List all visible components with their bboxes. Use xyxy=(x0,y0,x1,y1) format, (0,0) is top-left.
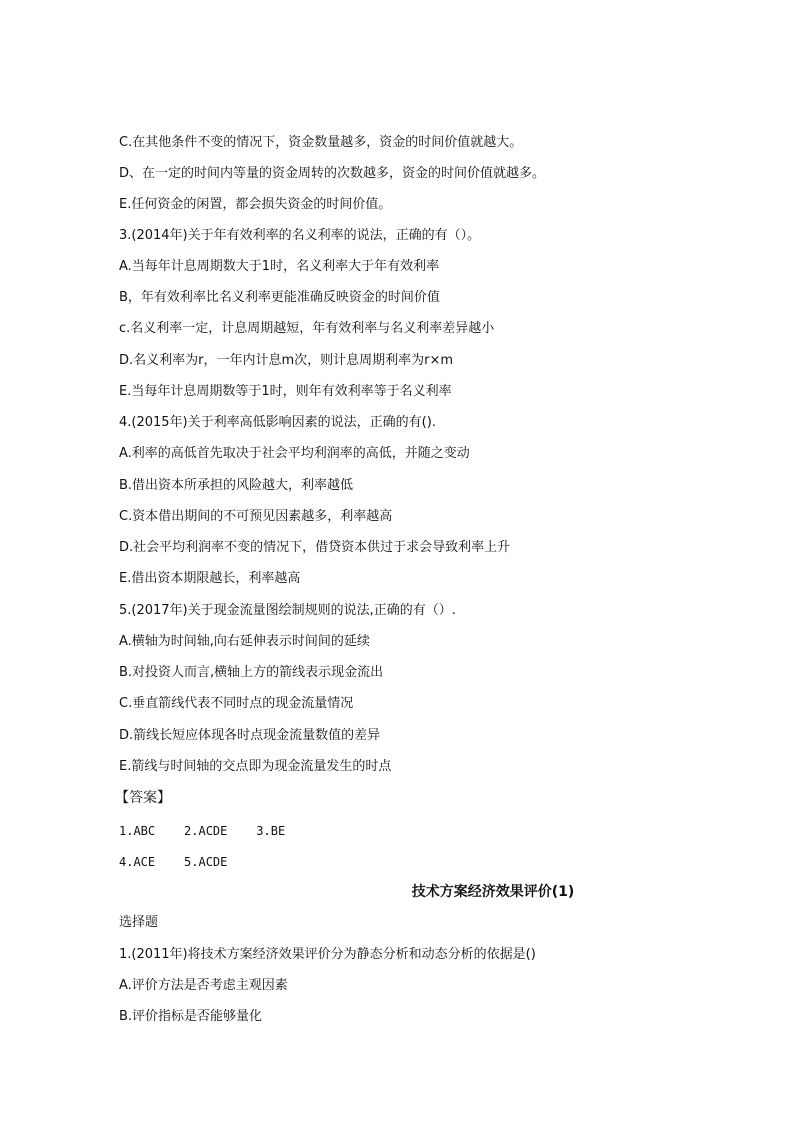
text-line: B.评价指标是否能够量化 xyxy=(119,1009,263,1024)
answer-line: 1.ABC 2.ACDE 3.BE xyxy=(119,824,286,838)
text-line: B.借出资本所承担的风险越大，利率越低 xyxy=(119,478,354,493)
question-line: 5.(2017年)关于现金流量图绘制规则的说法,正确的有（）. xyxy=(119,603,456,618)
text-line: C.垂直箭线代表不同时点的现金流量情况 xyxy=(119,696,354,711)
text-line: E.箭线与时间轴的交点即为现金流量发生的时点 xyxy=(119,759,392,774)
text-line: B.对投资人而言,横轴上方的箭线表示现金流出 xyxy=(119,665,384,680)
text-line: D.社会平均利润率不变的情况下，借贷资本供过于求会导致利率上升 xyxy=(119,540,511,555)
text-line: c.名义利率一定，计息周期越短，年有效利率与名义利率差异越小 xyxy=(119,321,495,336)
text-line: E.当每年计息周期数等于1时，则年有效利率等于名义利率 xyxy=(119,384,452,399)
text-line: C.在其他条件不变的情况下，资金数量越多，资金的时间价值就越大。 xyxy=(119,135,523,150)
text-line: C.资本借出期间的不可预见因素越多，利率越高 xyxy=(119,509,393,524)
answer-line: 4.ACE 5.ACDE xyxy=(119,855,228,869)
text-line: A.横轴为时间轴,向右延伸表示时间间的延续 xyxy=(119,634,370,649)
question-line: 1.(2011年)将技术方案经济效果评价分为静态分析和动态分析的依据是() xyxy=(119,947,536,962)
section-title-text: 技术方案经济效果评价(1) xyxy=(411,884,575,900)
text-line: A.评价方法是否考虑主观因素 xyxy=(119,978,288,993)
text-line: B，年有效利率比名义利率更能准确反映资金的时间价值 xyxy=(119,290,440,305)
text-line: D.箭线长短应体现各时点现金流量数值的差异 xyxy=(119,728,381,743)
section-subheading: 选择题 xyxy=(119,915,159,930)
section-title xyxy=(0,882,794,902)
text-line: A.当每年计息周期数大于1时，名义利率大于年有效利率 xyxy=(119,259,440,274)
answer-heading: 【答案】 xyxy=(115,790,171,806)
text-line: E.任何资金的闲置，都会损失资金的时间价值。 xyxy=(119,197,392,212)
question-line: 4.(2015年)关于利率高低影响因素的说法，正确的有(). xyxy=(119,415,436,430)
text-line: D、在一定的时间内等量的资金周转的次数越多，资金的时间价值就越多。 xyxy=(119,166,546,181)
text-line: E.借出资本期限越长，利率越高 xyxy=(119,571,301,586)
text-line: A.利率的高低首先取决于社会平均利润率的高低，并随之变动 xyxy=(119,446,470,461)
text-line: D.名义利率为r，一年内计息m次，则计息周期利率为r×m xyxy=(119,353,454,368)
question-line: 3.(2014年)关于年有效利率的名义利率的说法，正确的有（）。 xyxy=(119,228,481,243)
